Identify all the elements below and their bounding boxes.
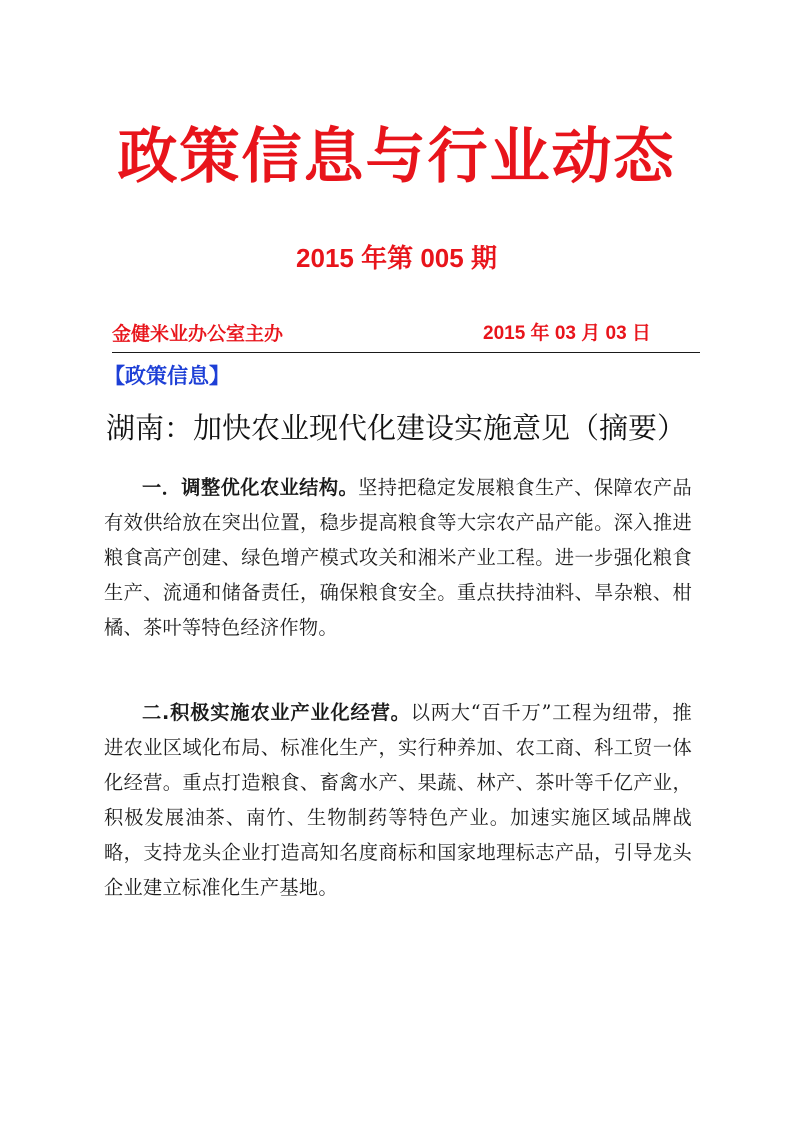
- article-title: 湖南：加快农业现代化建设实施意见（摘要）: [106, 411, 687, 445]
- paragraph-1: [104, 470, 692, 645]
- paragraph-1-body: 坚持把稳定发展粮食生产、保障农产品有效供给放在突出位置，稳步提高粮食等大宗农产品产能。深入推进粮食高产创建、绿色增产模式攻关和湘米产业工程。进一步强化粮食生产、流通和储备责任，确保粮食安全。重点扶持油料、旱杂粮、柑橘、茶叶等特色经济作物。: [104, 476, 692, 639]
- section-tag: 【政策信息】: [104, 364, 230, 388]
- paragraph-2-body: 以两大“百千万”工程为纽带，推进农业区域化布局、标准化生产，实行种养加、农工商、科工贸一体化经营。重点打造粮食、畜禽水产、果蔬、林产、茶叶等千亿产业，积极发展油茶、南竹、生物制药等特色产业。加速实施区域品牌战略，支持龙头企业打造高知名度商标和国家地理标志产品，引导龙头企业建立标准化生产基地。: [104, 701, 692, 899]
- masthead-row: [112, 318, 700, 353]
- issue-number: 2015 年第 005 期: [296, 243, 497, 273]
- paragraph-2: [104, 695, 692, 905]
- paragraph-1-lead: 一．调整优化农业结构。: [142, 476, 359, 499]
- publish-date: 2015 年 03 月 03 日: [483, 323, 651, 344]
- paragraph-2-lead: 二.积极实施农业产业化经营。: [142, 701, 411, 724]
- newsletter-title: 政策信息与行业动态: [117, 122, 676, 192]
- publisher-label: 金健米业办公室主办: [112, 323, 284, 345]
